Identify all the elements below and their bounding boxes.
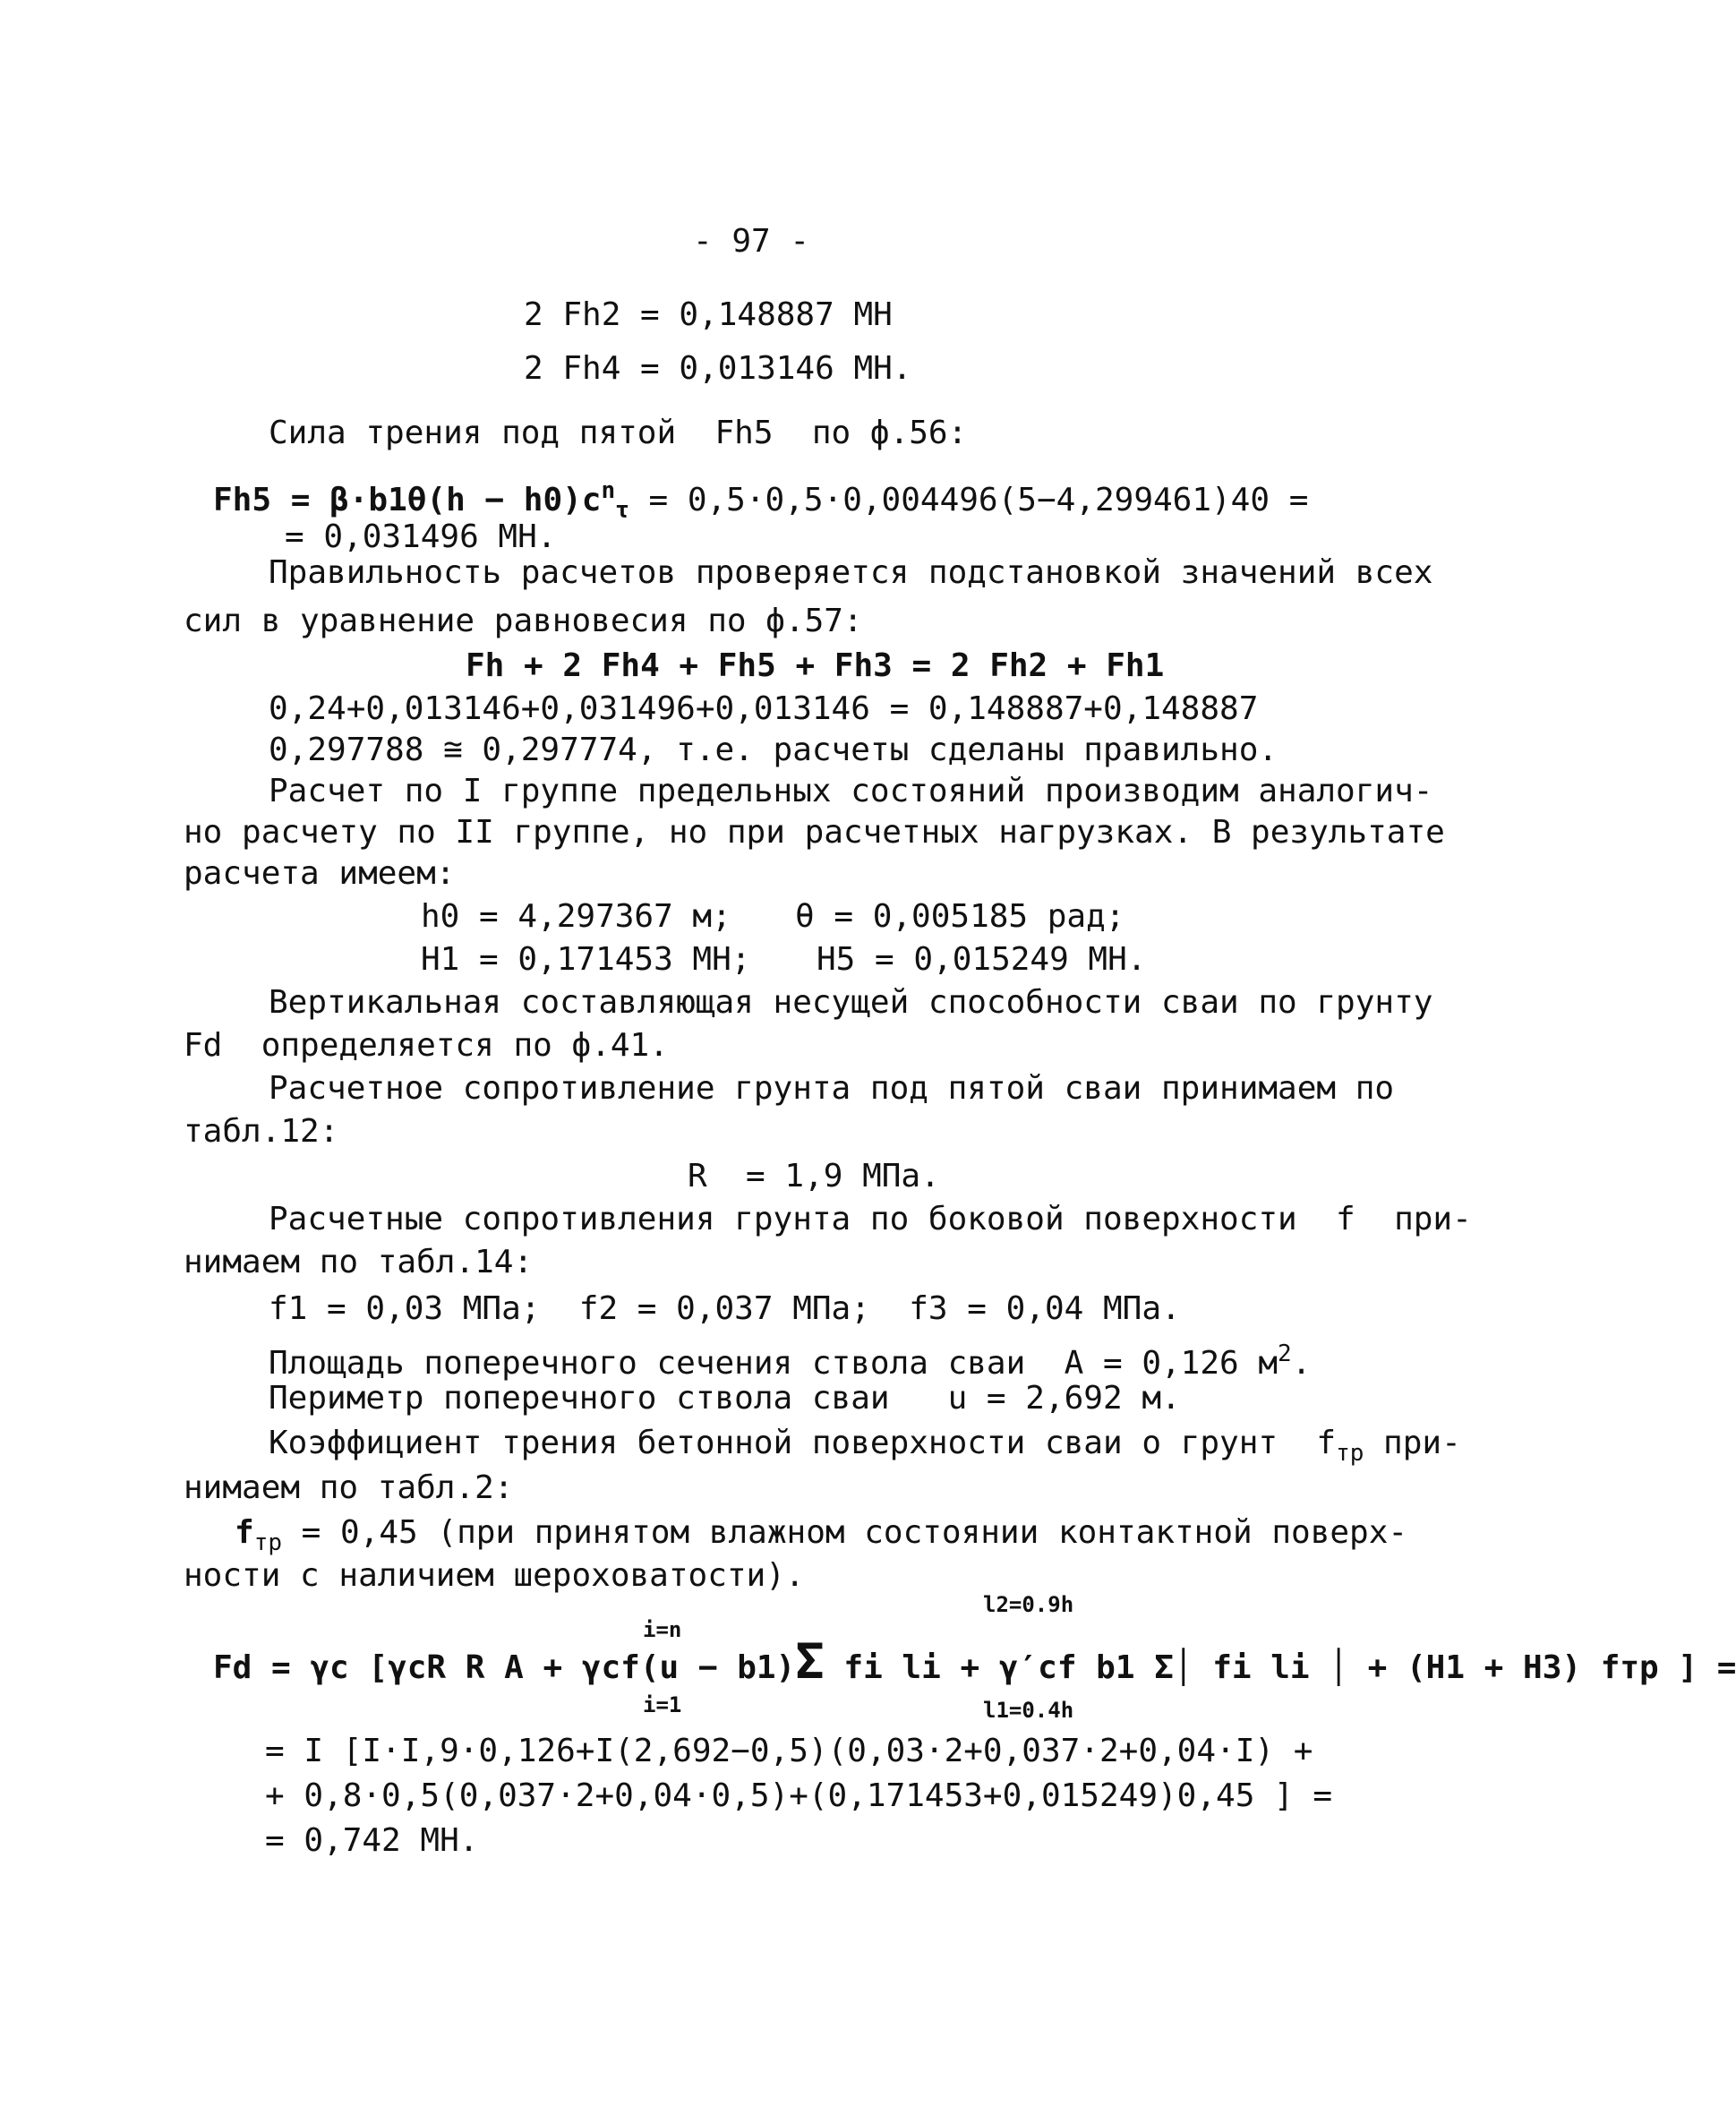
fd-formula [213,1633,1736,1690]
fd-formula-bar: │ fi li │ [1173,1649,1348,1686]
fh5-result: = 0,031496 МН. [285,518,557,555]
h5-value: H5 = 0,015249 МН. [817,941,1147,978]
r-value: R = 1,9 МПа. [688,1158,940,1195]
ftr-line-2: ности с наличием шероховатости). [184,1557,805,1594]
area-line [269,1334,1311,1383]
ftr-line [235,1513,1407,1563]
ftr-symbol: f [235,1514,254,1551]
equation-2fh2: 2 Fh2 = 0,148887 МН [524,296,893,333]
resist-line-2: табл.12: [184,1113,339,1150]
integral-lower-limit: l1=0.4h [983,1698,1074,1723]
equation-2fh4: 2 Fh4 = 0,013146 МН. [524,350,912,387]
fd-result: = 0,742 МН. [265,1822,479,1859]
fh5-formula: Fh5 = β·b1θ(h − h0)c [213,482,602,518]
fd-calc-line-2: + 0,8·0,5(0,037·2+0,04·0,5)+(0,171453+0,015249)0,45 ] = [265,1777,1333,1814]
side-line-1: Расчетные сопротивления грунта по боковой поверхности f при- [269,1201,1472,1237]
theta-value: θ = 0,005185 рад; [795,898,1125,935]
equilibrium-equation: Fh + 2 Fh4 + Fh5 + Fh3 = 2 Fh2 + Fh1 [466,647,1165,684]
ftr-text: = 0,45 (при принятом влажном состоянии контактной поверх- [282,1514,1408,1551]
coef-line-1 [269,1424,1461,1473]
h0-value: h0 = 4,297367 м; [421,898,731,935]
check-line-2: сил в уравнение равновесия по ф.57: [184,603,863,639]
fh5-formula-sup: n [601,477,616,504]
coef-sub: тр [1336,1440,1364,1467]
area-sup: 2 [1278,1340,1292,1367]
f-values: f1 = 0,03 МПа; f2 = 0,037 МПа; f3 = 0,04 МПа. [269,1290,1181,1327]
side-line-2: нимаем по табл.14: [184,1244,534,1280]
coef-text: Коэффициент трения бетонной поверхности сваи о грунт f [269,1425,1337,1461]
resist-line-1: Расчетное сопротивление грунта под пятой сваи принимаем по [269,1070,1395,1107]
vertical-line-2: Fd определяется по ф.41. [184,1027,669,1064]
fh5-formula-sub: τ [615,497,629,524]
check-line-1: Правильность расчетов проверяется подстановкой значений всех [269,554,1433,591]
fd-formula-b: fi li + γ′cf b1 Σ [824,1649,1174,1686]
integral-upper-limit: l2=0.9h [983,1592,1074,1617]
coef-end: при- [1364,1425,1461,1461]
fd-formula-a: Fd = γc [γcR R A + γcf(u − b1) [213,1649,796,1686]
approx-check: 0,297788 ≅ 0,297774, т.е. расчеты сделаны правильно. [269,732,1278,768]
friction-intro: Сила трения под пятой Fh5 по ф.56: [269,415,968,451]
group1-line-2: но расчету по II группе, но при расчетных нагрузках. В результате [184,814,1445,851]
sum-check: 0,24+0,013146+0,031496+0,013146 = 0,148887+0,148887 [269,690,1259,727]
area-end: . [1291,1345,1312,1382]
coef-line-2: нимаем по табл.2: [184,1469,514,1506]
fd-formula-c: + (H1 + H3) fтр ] = [1347,1649,1736,1686]
h1-value: H1 = 0,171453 МН; [421,941,751,978]
page-number: - 97 - [692,223,810,260]
group1-line-3: расчета имеем: [184,855,456,892]
group1-line-1: Расчет по I группе предельных состояний производим аналогич- [269,773,1433,809]
sum-upper-limit: i=n [643,1617,682,1642]
sum-lower-limit: i=1 [643,1692,682,1717]
area-text: Площадь поперечного сечения ствола сваи A = 0,126 м [269,1345,1278,1382]
fh5-numbers: = 0,5·0,5·0,004496(5−4,299461)40 = [629,482,1309,518]
ftr-sub: тр [253,1529,282,1556]
perimeter: Периметр поперечного ствола сваи u = 2,692 м. [269,1380,1181,1417]
vertical-line-1: Вертикальная составляющая несущей способности сваи по грунту [269,984,1433,1021]
fd-calc-line-1: = I [I·I,9·0,126+I(2,692−0,5)(0,03·2+0,037·2+0,04·I) + [265,1733,1313,1769]
fd-formula-sigma: Σ [795,1633,825,1690]
